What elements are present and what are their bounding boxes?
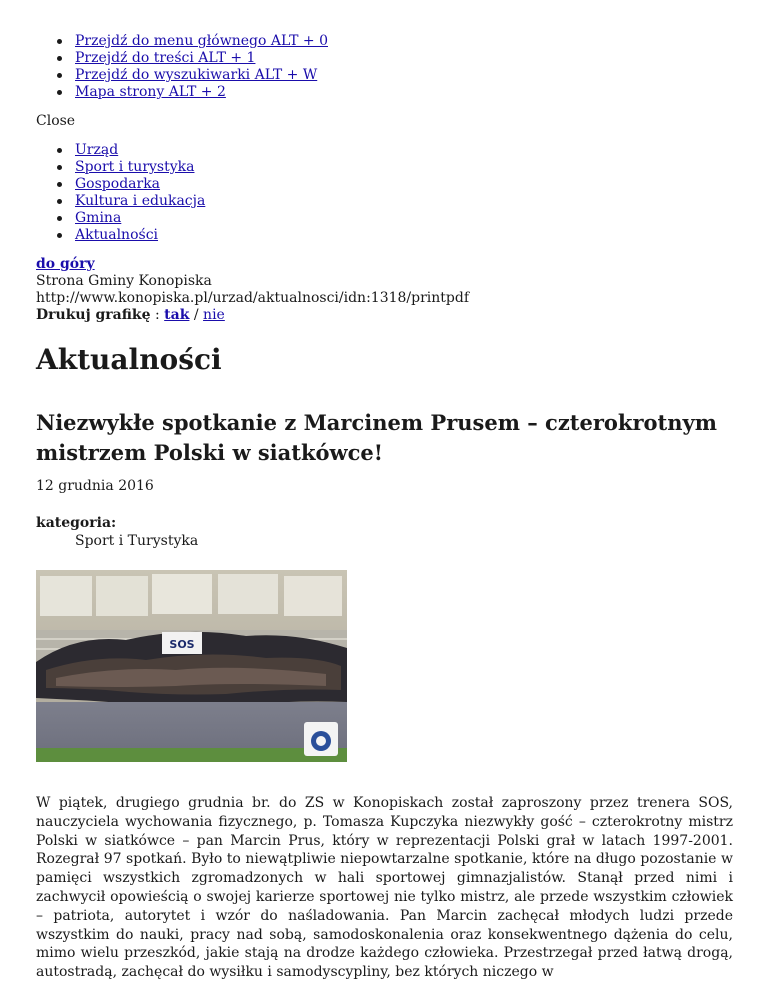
nav-item-sport xyxy=(0,159,205,176)
site-name: Strona Gminy Konopiska xyxy=(36,273,212,289)
close-label[interactable]: Close xyxy=(36,113,76,129)
skip-link[interactable]: Przejdź do menu głównego ALT + 0 xyxy=(75,33,328,49)
nav-link[interactable]: Sport i turystyka xyxy=(75,159,195,175)
nav-link[interactable]: Gmina xyxy=(75,210,122,226)
nav-link[interactable]: Gospodarka xyxy=(75,176,161,192)
top-link-row xyxy=(36,256,469,273)
skip-link-search xyxy=(0,67,328,84)
category-value: Sport i Turystyka xyxy=(75,533,199,549)
skip-links xyxy=(0,33,328,101)
skip-link-content xyxy=(0,50,328,67)
category-label: kategoria: xyxy=(36,515,117,531)
print-graphics-no-link[interactable]: nie xyxy=(203,307,225,323)
article-title: Niezwykłe spotkanie z Marcinem Prusem – czterokrotnym mistrzem Polski w siatkówce! xyxy=(36,410,717,465)
print-graphics-colon: : xyxy=(150,307,165,323)
print-graphics-row xyxy=(36,307,469,324)
print-graphics-label: Drukuj grafikę xyxy=(36,307,151,323)
skip-link-main-menu xyxy=(0,33,328,50)
nav-item-gospodarka xyxy=(0,176,205,193)
article-date: 12 grudnia 2016 xyxy=(36,478,154,494)
group-photo-image xyxy=(36,570,347,762)
nav-item-urzad xyxy=(0,142,205,159)
nav-link[interactable]: Aktualności xyxy=(75,227,159,243)
skip-link[interactable]: Mapa strony ALT + 2 xyxy=(75,84,226,100)
banner-text: SOS xyxy=(169,638,195,651)
skip-link[interactable]: Przejdź do treści ALT + 1 xyxy=(75,50,256,66)
article-photo xyxy=(36,570,347,762)
back-to-top-link[interactable]: do góry xyxy=(36,256,95,272)
skip-link[interactable]: Przejdź do wyszukiwarki ALT + W xyxy=(75,67,318,83)
print-graphics-yes-link[interactable]: tak xyxy=(164,307,190,323)
nav-item-gmina xyxy=(0,210,205,227)
school-logo-icon xyxy=(304,722,338,756)
skip-link-sitemap xyxy=(0,84,328,101)
nav-item-aktualnosci xyxy=(0,227,205,244)
print-header xyxy=(36,256,469,324)
nav-item-kultura xyxy=(0,193,205,210)
section-title: Aktualności xyxy=(36,343,222,376)
article-body: W piątek, drugiego grudnia br. do ZS w Konopiskach został zaproszony przez trenera SOS, nauczyciela wychowania fizycznego, p. Tomasza Kupczyka niezwykły gość – czterokrotny mistrz Polski w siatkówce – pan Marcin Prus, który w reprezentacji Polski grał w latach 1997-2001. Rozegrał 97 spotkań. Było to niewątpliwie niepowtarzalne spotkanie, które na długo pozostanie w pamięci wszystkich zgromadzonych w hali sportowej gimnazjalistów. Stanął przed nimi i zachwycił opowieścią o swojej karierze sportowej nie tylko mistrz, ale przede wszystkim człowiek – patriota, autorytet i wzór do naśladowania. Pan Marcin zachęcał młodych ludzi przede wszystkim do nauki, pracy nad sobą, samodoskonalenia oraz konsekwentnego dążenia do celu, mimo wielu przeszkód, jakie stają na drodze każdego człowieka. Przestrzegał przed łatwą drogą, autostradą, zachęcał do wysiłku i samodyscypliny, bez których niczego w xyxy=(36,795,733,981)
nav-link[interactable]: Kultura i edukacja xyxy=(75,193,206,209)
page-url: http://www.konopiska.pl/urzad/aktualnosci/idn:1318/printpdf xyxy=(36,290,470,306)
nav-link[interactable]: Urząd xyxy=(75,142,119,158)
main-nav xyxy=(0,142,205,244)
print-graphics-slash: / xyxy=(189,307,204,323)
